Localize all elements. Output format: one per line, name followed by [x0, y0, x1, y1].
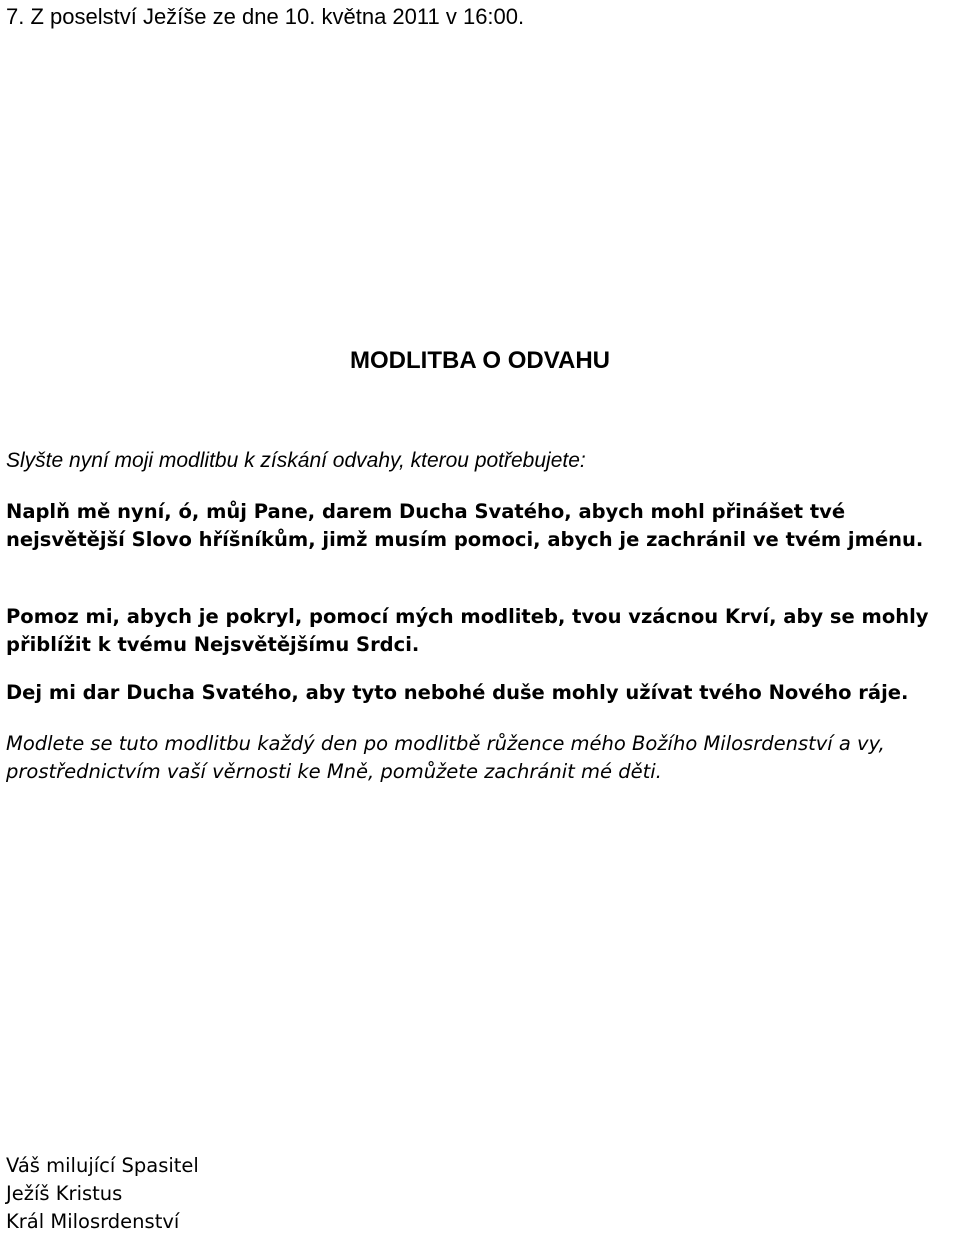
prayer-paragraph-2: Pomoz mi, abych je pokryl, pomocí mých modliteb, tvou vzácnou Krví, aby se mohly přiblížit k tvému Nejsvětějšímu Srdci.: [6, 605, 929, 656]
signature-line-2: Ježíš Kristus: [6, 1182, 123, 1205]
prayer-paragraph-3: Dej mi dar Ducha Svatého, aby tyto nebohé duše mohly užívat tvého Nového ráje.: [6, 681, 909, 704]
closing-instruction: Modlete se tuto modlitbu každý den po modlitbě růžence mého Božího Milosrdenství a vy, prostřednictvím vaší věrnosti ke Mně, pomůžete zachránit mé děti.: [6, 732, 885, 783]
prayer-paragraph-1: Naplň mě nyní, ó, můj Pane, darem Ducha Svatého, abych mohl přinášet tvé nejsvětější Slovo hříšníkům, jimž musím pomoci, abych je zachránil ve tvém jménu.: [6, 500, 924, 551]
intro-text: Slyšte nyní moji modlitbu k získání odvahy, kterou potřebujete:: [6, 449, 586, 472]
signature-line-3: Král Milosrdenství: [6, 1210, 180, 1233]
prayer-title: MODLITBA O ODVAHU: [350, 347, 610, 374]
message-header: 7. Z poselství Ježíše ze dne 10. května 2011 v 16:00.: [6, 4, 525, 29]
signature-line-1: Váš milující Spasitel: [6, 1154, 199, 1177]
